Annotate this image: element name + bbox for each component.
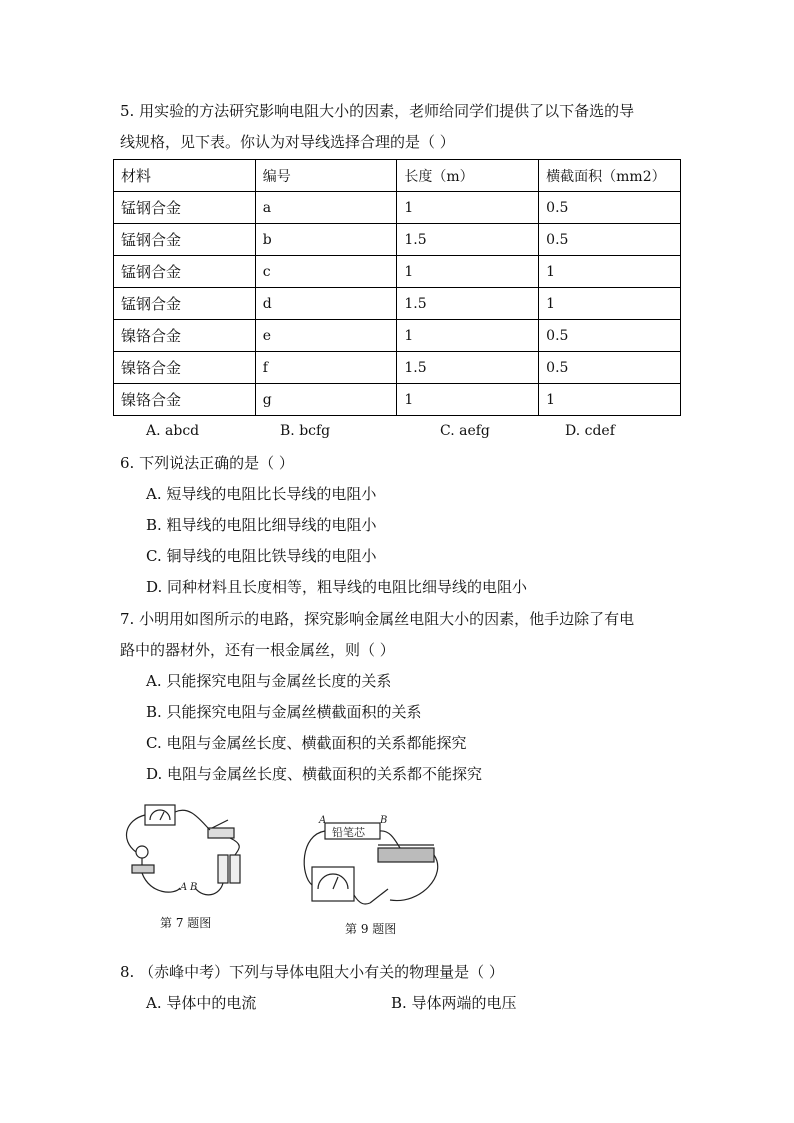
q6-option-c[interactable]: C. 铜导线的电阻比铁导线的电阻小 [146,547,377,565]
q7-stem-line1: 7. 小明用如图所示的电路，探究影响金属丝电阻大小的因素，他手边除了有电 [120,610,635,628]
cell-id: e [255,320,397,352]
cell-area: 0.5 [539,320,681,352]
q6-option-d[interactable]: D. 同种材料且长度相等，粗导线的电阻比细导线的电阻小 [146,578,528,596]
cell-area: 0.5 [539,352,681,384]
cell-length: 1 [397,320,539,352]
q5-option-a[interactable]: A. abcd [146,423,200,439]
fig7-caption: 第 7 题图 [160,916,212,930]
q6-stem: 6. 下列说法正确的是（ ） [120,454,294,472]
fig9-label-b: B [380,815,388,826]
fig7-label-b: B [190,882,198,893]
cell-material: 镍铬合金 [114,384,256,416]
cell-material: 锰钢合金 [114,256,256,288]
battery-icon [218,855,228,883]
cell-material: 锰钢合金 [114,192,256,224]
switch-icon [208,828,234,838]
cell-length: 1.5 [397,224,539,256]
cell-length: 1.5 [397,288,539,320]
cell-material: 镍铬合金 [114,352,256,384]
header-area: 横截面积（mm2） [539,160,681,192]
table-row [114,352,681,384]
cell-length: 1 [397,384,539,416]
table-row [114,224,681,256]
cell-area: 0.5 [539,224,681,256]
q7-option-a[interactable]: A. 只能探究电阻与金属丝长度的关系 [146,672,392,690]
q6-option-b[interactable]: B. 粗导线的电阻比细导线的电阻小 [146,516,377,534]
header-length: 长度（m） [397,160,539,192]
cell-id: c [255,256,397,288]
circuit-figure-9 [300,815,450,915]
q5-stem-line2: 线规格，见下表。你认为对导线选择合理的是（ ） [120,133,455,151]
rheostat-icon [378,848,434,862]
q8-option-b[interactable]: B. 导体两端的电压 [391,994,517,1012]
cell-id: b [255,224,397,256]
header-material: 材料 [114,160,256,192]
q5-stem-line1: 5. 用实验的方法研究影响电阻大小的因素，老师给同学们提供了以下备选的导 [120,102,635,120]
q5-option-c[interactable]: C. aefg [440,423,490,439]
table-header-row [114,160,681,192]
cell-area: 1 [539,384,681,416]
cell-material: 锰钢合金 [114,288,256,320]
fig9-caption: 第 9 题图 [345,922,397,936]
table-row [114,384,681,416]
cell-length: 1.5 [397,352,539,384]
q7-stem-line2: 路中的器材外，还有一根金属丝，则（ ） [120,641,395,659]
cell-length: 1 [397,192,539,224]
wire-spec-table [113,159,681,416]
q8-stem: 8. （赤峰中考）下列与导体电阻大小有关的物理量是（ ） [120,963,504,981]
table-row [114,288,681,320]
ammeter-icon [145,805,175,825]
cell-id: a [255,192,397,224]
q8-option-a[interactable]: A. 导体中的电流 [146,994,257,1012]
lamp-icon [136,846,148,858]
cell-material: 镍铬合金 [114,320,256,352]
fig9-label-a: A [319,815,327,826]
header-id: 编号 [255,160,397,192]
cell-area: 1 [539,288,681,320]
cell-area: 1 [539,256,681,288]
q6-option-a[interactable]: A. 短导线的电阻比长导线的电阻小 [146,485,377,503]
switch-icon [370,889,388,903]
q7-option-d[interactable]: D. 电阻与金属丝长度、横截面积的关系都不能探究 [146,765,483,783]
q7-option-b[interactable]: B. 只能探究电阻与金属丝横截面积的关系 [146,703,422,721]
table-row [114,192,681,224]
fig9-pencil-label: 铅笔芯 [332,826,365,839]
cell-id: f [255,352,397,384]
cell-id: g [255,384,397,416]
table-row [114,320,681,352]
cell-material: 锰钢合金 [114,224,256,256]
q5-option-b[interactable]: B. bcfg [280,423,331,439]
table-row [114,256,681,288]
cell-id: d [255,288,397,320]
q7-option-c[interactable]: C. 电阻与金属丝长度、横截面积的关系都能探究 [146,734,467,752]
q5-option-d[interactable]: D. cdef [565,423,615,439]
cell-length: 1 [397,256,539,288]
cell-area: 0.5 [539,192,681,224]
fig7-label-a: A [180,882,188,893]
circuit-figure-7 [120,800,250,915]
